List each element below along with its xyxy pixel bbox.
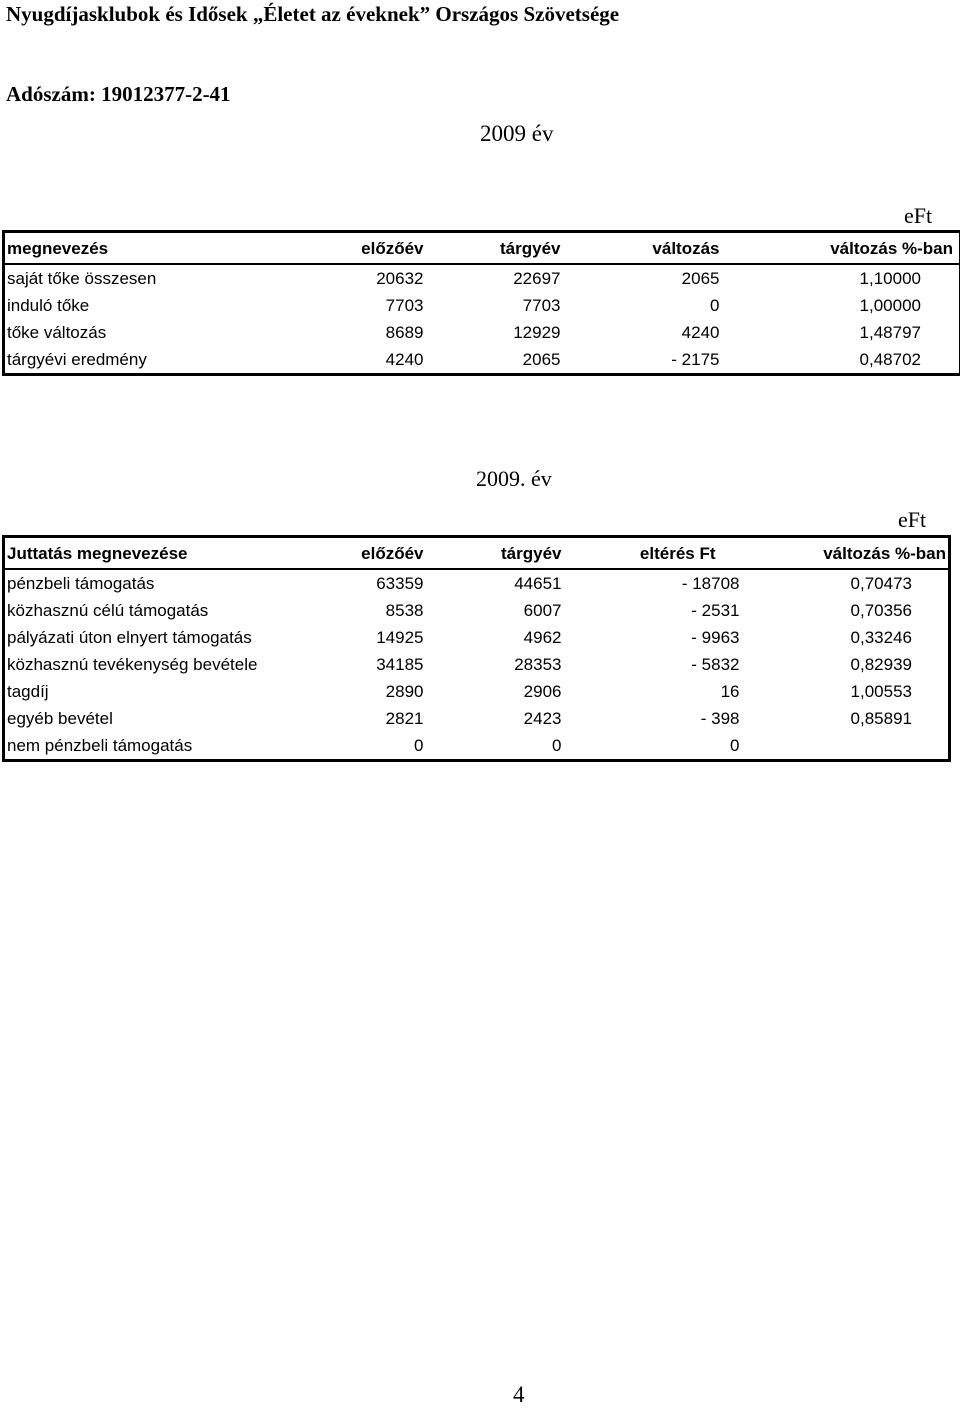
table-cell: 4962 — [424, 624, 566, 651]
column-header: változás — [569, 232, 734, 265]
table-cell: 2890 — [304, 678, 424, 705]
table-cell: - 9963 — [566, 624, 746, 651]
table-cell: 0,70356 — [746, 597, 950, 624]
table-cell: - 398 — [566, 705, 746, 732]
section2-year: 2009. év — [476, 466, 552, 492]
table-cell: 0,70473 — [746, 569, 950, 597]
row-label: pályázati úton elnyert támogatás — [4, 624, 304, 651]
table-header-row — [4, 537, 950, 570]
table-cell: 4240 — [304, 346, 424, 375]
table-cell: 6007 — [424, 597, 566, 624]
table-cell: 1,10000 — [734, 264, 960, 292]
table-cell — [746, 732, 950, 761]
table-cell: 8538 — [304, 597, 424, 624]
table-cell: 0 — [304, 732, 424, 761]
tax-id: Adószám: 19012377-2-41 — [6, 82, 231, 107]
table-cell: 28353 — [424, 651, 566, 678]
table-row — [4, 264, 960, 292]
table-row — [4, 319, 960, 346]
table-cell: - 18708 — [566, 569, 746, 597]
table-cell: 34185 — [304, 651, 424, 678]
table-cell: 22697 — [424, 264, 569, 292]
equity-table — [2, 230, 960, 376]
section1-unit: eFt — [904, 203, 932, 229]
table-cell: 7703 — [304, 292, 424, 319]
row-label: tőke változás — [4, 319, 304, 346]
table-cell: 2065 — [424, 346, 569, 375]
table-cell: 7703 — [424, 292, 569, 319]
table-cell: 12929 — [424, 319, 569, 346]
table-cell: - 2175 — [569, 346, 734, 375]
table-cell: - 2531 — [566, 597, 746, 624]
section1-year: 2009 év — [480, 121, 553, 147]
row-label: közhasznú célú támogatás — [4, 597, 304, 624]
table-row — [4, 569, 950, 597]
column-header: eltérés Ft — [566, 537, 746, 570]
section2-unit: eFt — [898, 507, 926, 533]
table-header-row — [4, 232, 960, 265]
table-row — [4, 651, 950, 678]
column-header: tárgyév — [424, 537, 566, 570]
table-cell: 8689 — [304, 319, 424, 346]
table-row — [4, 705, 950, 732]
benefits-table — [2, 535, 951, 762]
table-cell: 0,82939 — [746, 651, 950, 678]
table-cell: 0,33246 — [746, 624, 950, 651]
row-label: saját tőke összesen — [4, 264, 304, 292]
table-cell: 1,00000 — [734, 292, 960, 319]
column-header: Juttatás megnevezése — [4, 537, 304, 570]
table-cell: 63359 — [304, 569, 424, 597]
table-cell: 20632 — [304, 264, 424, 292]
column-header: előzőév — [304, 232, 424, 265]
table-row — [4, 597, 950, 624]
table-cell: 16 — [566, 678, 746, 705]
table-row — [4, 346, 960, 375]
table-cell: 2065 — [569, 264, 734, 292]
row-label: pénzbeli támogatás — [4, 569, 304, 597]
table-cell: 2906 — [424, 678, 566, 705]
table-cell: 2423 — [424, 705, 566, 732]
table-cell: 0 — [569, 292, 734, 319]
table-cell: 0 — [566, 732, 746, 761]
row-label: közhasznú tevékenység bevétele — [4, 651, 304, 678]
row-label: tagdíj — [4, 678, 304, 705]
table-cell: 1,00553 — [746, 678, 950, 705]
table-cell: 14925 — [304, 624, 424, 651]
column-header: tárgyév — [424, 232, 569, 265]
table-row — [4, 624, 950, 651]
page-number: 4 — [513, 1382, 525, 1408]
table-cell: 2821 — [304, 705, 424, 732]
column-header: előzőév — [304, 537, 424, 570]
table-cell: 4240 — [569, 319, 734, 346]
table-cell: 0,85891 — [746, 705, 950, 732]
row-label: tárgyévi eredmény — [4, 346, 304, 375]
table-cell: 0,48702 — [734, 346, 960, 375]
table-row — [4, 292, 960, 319]
column-header: változás %-ban — [746, 537, 950, 570]
table-row — [4, 732, 950, 761]
table-cell: - 5832 — [566, 651, 746, 678]
column-header: megnevezés — [4, 232, 304, 265]
row-label: nem pénzbeli támogatás — [4, 732, 304, 761]
table-cell: 0 — [424, 732, 566, 761]
organization-title: Nyugdíjasklubok és Idősek „Életet az éveknek” Országos Szövetsége — [6, 2, 619, 27]
table-cell: 1,48797 — [734, 319, 960, 346]
row-label: egyéb bevétel — [4, 705, 304, 732]
row-label: induló tőke — [4, 292, 304, 319]
table-cell: 44651 — [424, 569, 566, 597]
table-row — [4, 678, 950, 705]
column-header: változás %-ban — [734, 232, 960, 265]
